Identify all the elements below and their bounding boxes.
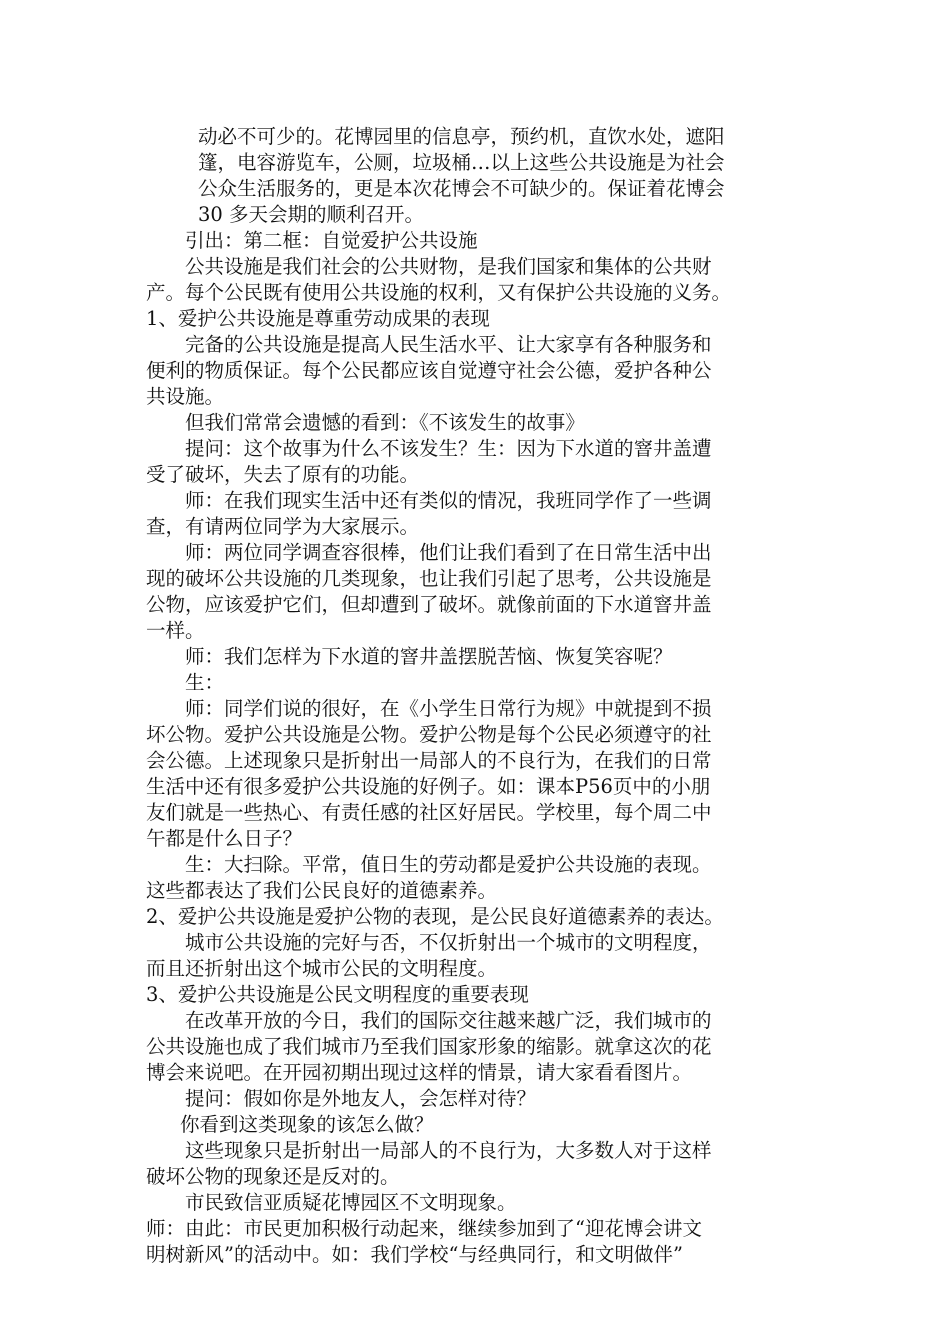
text-line: 共设施。 (146, 385, 225, 408)
text-line: 师：由此：市民更加积极行动起来，继续参加到了“迎花博会讲文 (146, 1217, 702, 1240)
text-line: 查，有请两位同学为大家展示。 (146, 515, 420, 538)
text-line: 便利的物质保证。每个公民都应该自觉遵守社会公德，爱护各种公 (146, 359, 712, 382)
text-line: 产。每个公民既有使用公共设施的权利，又有保护公共设施的义务。 (146, 281, 732, 304)
text-line: 明树新风”的活动中。如：我们学校“与经典同行，和文明做伴” (146, 1243, 683, 1266)
text-line: 友们就是一些热心、有责任感的社区好居民。学校里，每个周二中 (146, 801, 712, 824)
text-line: 公共设施是我们社会的公共财物，是我们国家和集体的公共财 (185, 255, 712, 278)
text-line: 生： (185, 671, 225, 694)
text-line: 师：我们怎样为下水道的窨井盖摆脱苦恼、恢复笑容呢？ (185, 645, 673, 668)
text-line: 但我们常常会遗憾的看到：《不该发生的故事》 (185, 411, 585, 434)
text-line: 公共设施也成了我们城市乃至我们国家形象的缩影。就拿这次的花 (146, 1035, 712, 1058)
text-line: 生：大扫除。平常，值日生的劳动都是爱护公共设施的表现。 (185, 853, 712, 876)
text-line: 博会来说吧。在开园初期出现过这样的情景，请大家看看图片。 (146, 1061, 693, 1084)
text-line: 坏公物。爱护公共设施是公物。爱护公物是每个公民必须遵守的社 (146, 723, 712, 746)
text-line: 而且还折射出这个城市公民的文明程度。 (146, 957, 498, 980)
text-line: 这些现象只是折射出一局部人的不良行为，大多数人对于这样 (185, 1139, 712, 1162)
text-line: 城市公共设施的完好与否，不仅折射出一个城市的文明程度， (185, 931, 712, 954)
text-line: 受了破坏，失去了原有的功能。 (146, 463, 420, 486)
text-line: 师：同学们说的很好，在《小学生日常行为规》中就提到不损 (185, 697, 712, 720)
text-line: 提问：假如你是外地友人，会怎样对待？ (185, 1087, 537, 1110)
text-line: 提问：这个故事为什么不该发生？生：因为下水道的窨井盖遭 (185, 437, 712, 460)
text-line: 你看到这类现象的该怎么做？ (180, 1113, 434, 1136)
text-line: 师：在我们现实生活中还有类似的情况，我班同学作了一些调 (185, 489, 712, 512)
text-line: 破坏公物的现象还是反对的。 (146, 1165, 400, 1188)
text-line: 完备的公共设施是提高人民生活水平、让大家享有各种服务和 (185, 333, 712, 356)
text-line: 在改革开放的今日，我们的国际交往越来越广泛，我们城市的 (185, 1009, 712, 1032)
text-line: 这些都表达了我们公民良好的道德素养。 (146, 879, 498, 902)
section-heading: 1、爱护公共设施是尊重劳动成果的表现 (146, 307, 490, 330)
text-line: 师：两位同学调查容很棒，他们让我们看到了在日常生活中出 (185, 541, 712, 564)
text-line: 公物，应该爱护它们，但却遭到了破坏。就像前面的下水道窨井盖 (146, 593, 712, 616)
text-line: 一样。 (146, 619, 205, 642)
text-line: 现的破坏公共设施的几类现象，也让我们引起了思考，公共设施是 (146, 567, 712, 590)
text-line: 篷，电容游览车，公厕，垃圾桶…以上这些公共设施是为社会 (198, 151, 725, 174)
text-line: 生活中还有很多爱护公共设施的好例子。如：课本P56页中的小朋 (146, 775, 711, 798)
section-heading: 3、爱护公共设施是公民文明程度的重要表现 (146, 983, 529, 1006)
text-line: 会公德。上述现象只是折射出一局部人的不良行为，在我们的日常 (146, 749, 712, 772)
text-line: 公众生活服务的，更是本次花博会不可缺少的。保证着花博会 (198, 177, 725, 200)
text-line: 引出：第二框：自觉爱护公共设施 (185, 229, 478, 252)
section-heading: 2、爱护公共设施是爱护公物的表现，是公民良好道德素养的表达。 (146, 905, 724, 928)
text-line: 市民致信亚质疑花博园区不文明现象。 (185, 1191, 517, 1214)
text-line: 午都是什么日子？ (146, 827, 303, 850)
text-line: 30 多天会期的顺利召开。 (198, 203, 425, 226)
text-line: 动必不可少的。花博园里的信息亭，预约机，直饮水处，遮阳 (198, 125, 725, 148)
